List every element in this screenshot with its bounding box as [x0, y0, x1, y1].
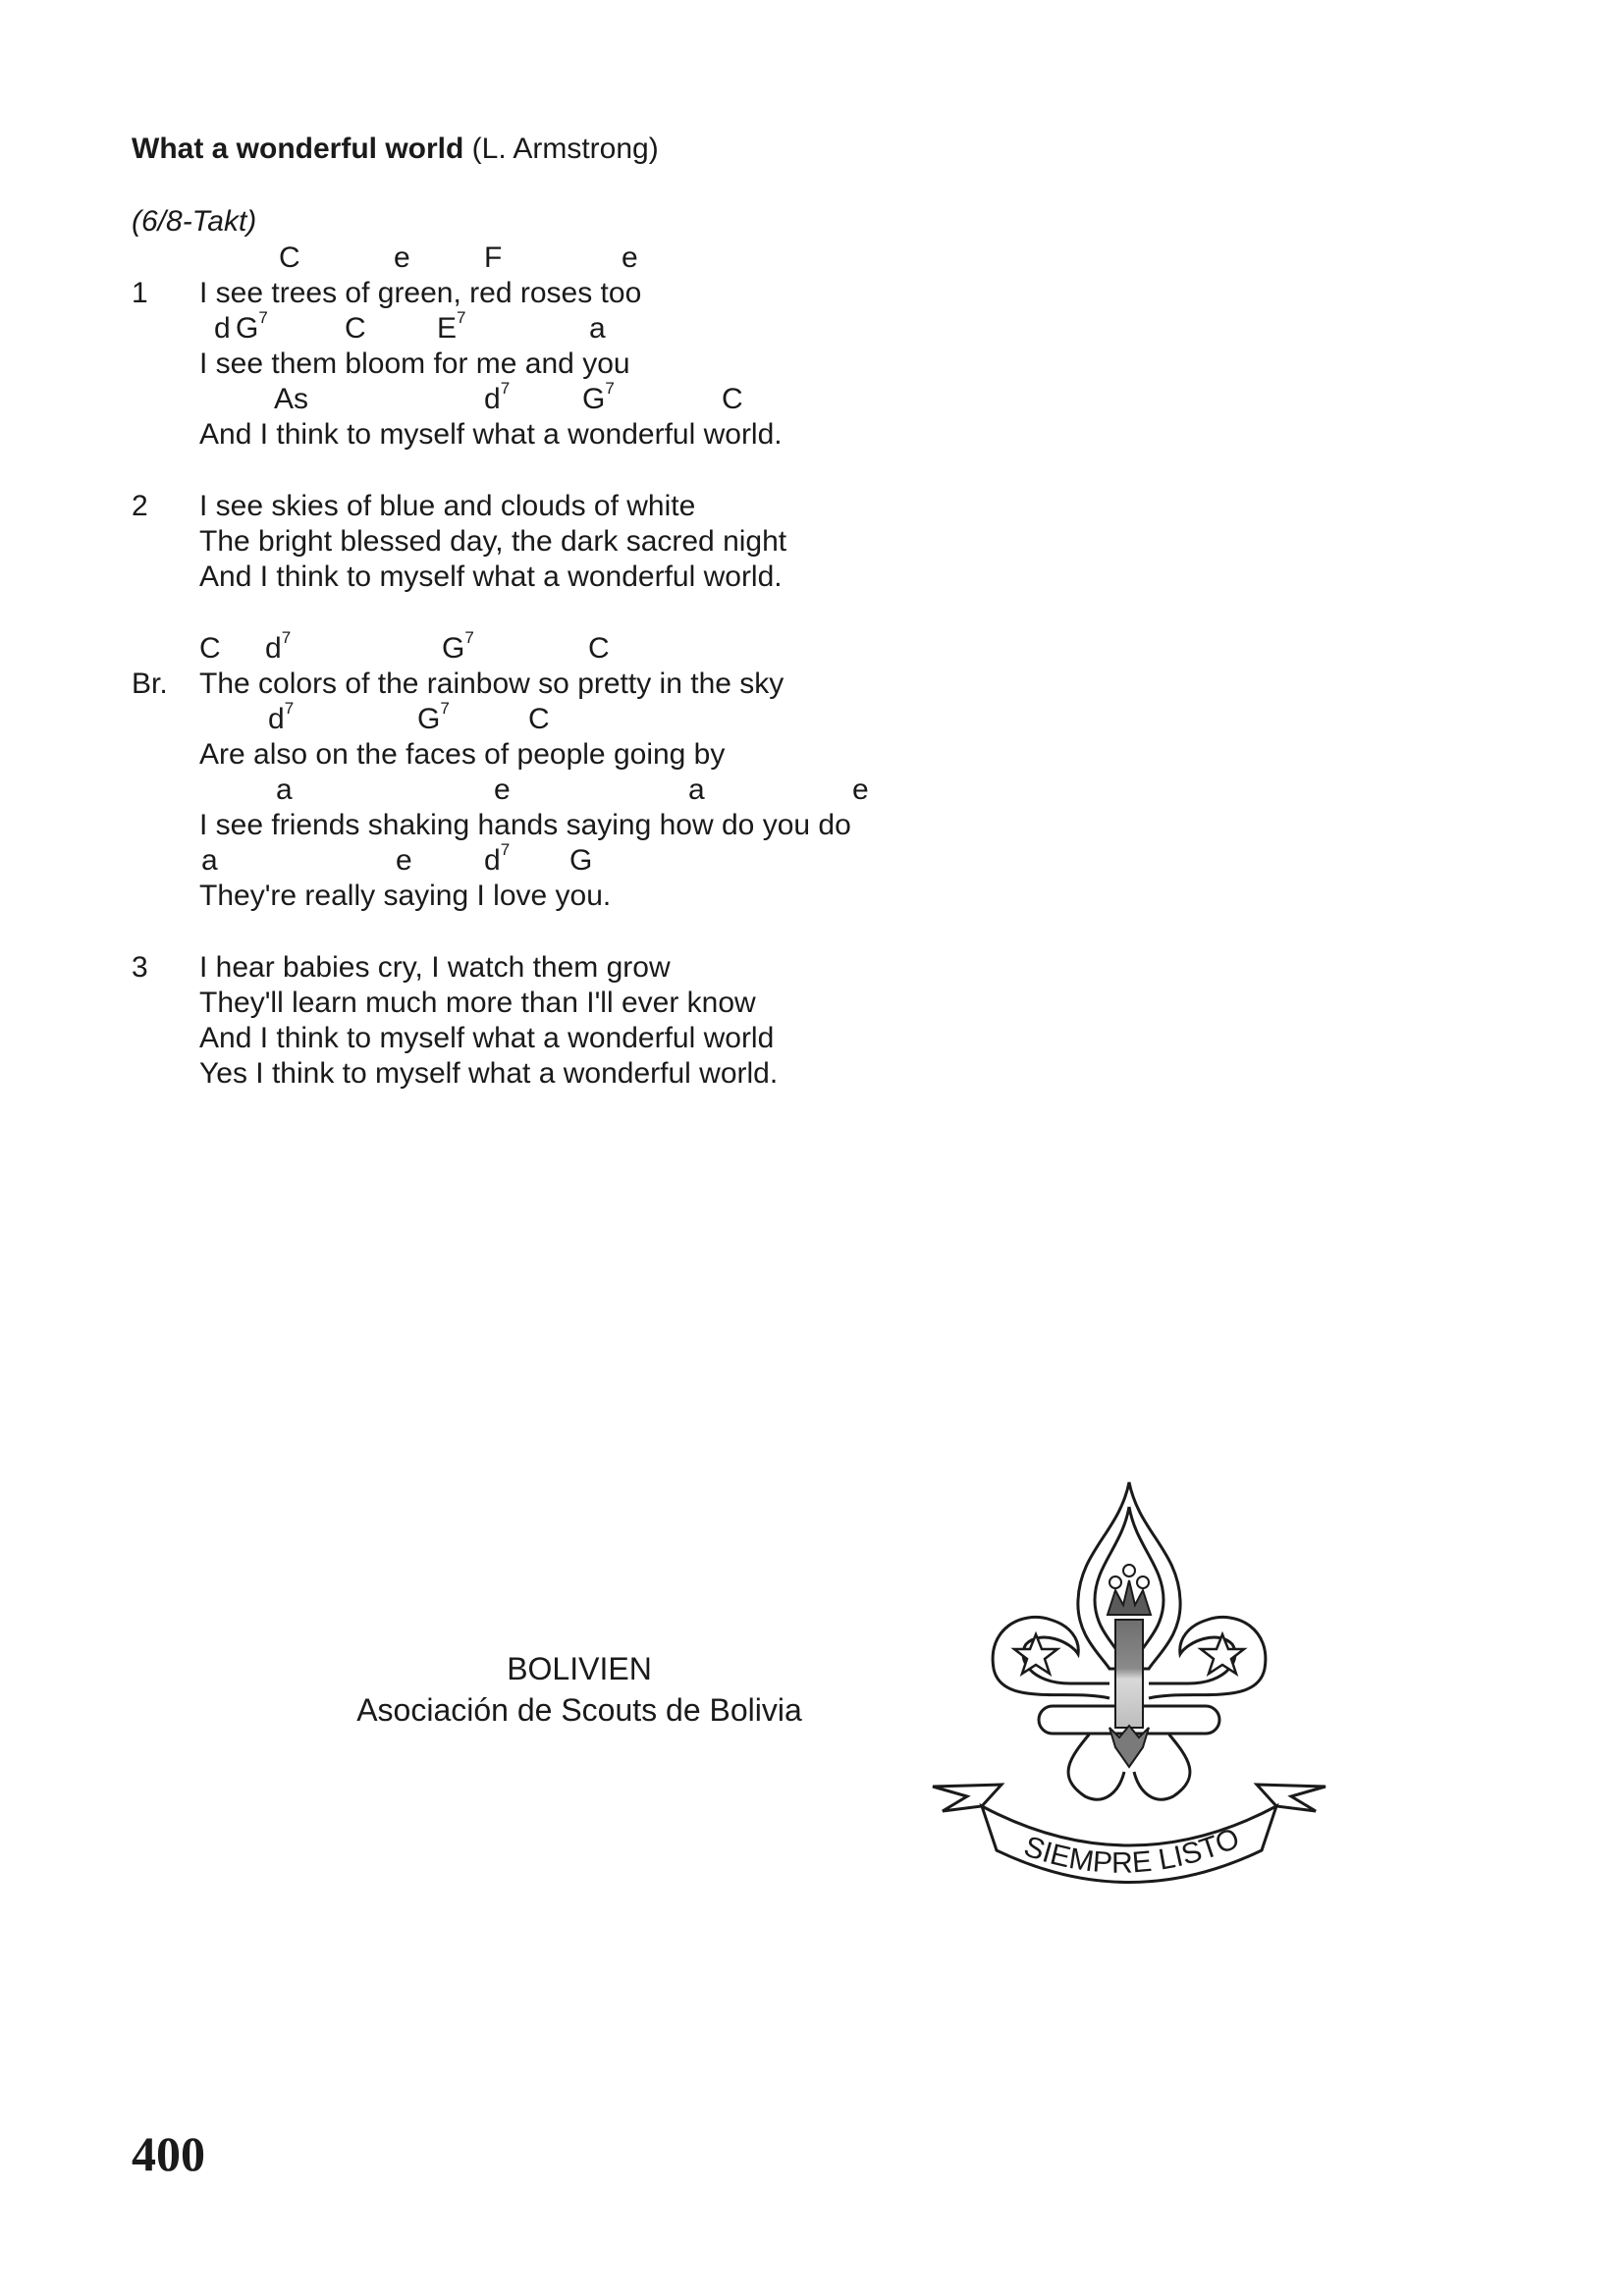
chord-root: d	[265, 632, 282, 665]
chord	[236, 308, 268, 347]
chord	[265, 628, 292, 667]
chord-root: G	[417, 703, 441, 735]
chord: G	[569, 844, 593, 877]
lyric-line: And I think to myself what a wonderful world.	[199, 418, 783, 451]
association-name: Asociación de Scouts de Bolivia	[356, 1692, 802, 1728]
chord-extension: 7	[464, 628, 474, 647]
chord	[417, 699, 450, 737]
lyric-line: And I think to myself what a wonderful world	[199, 1022, 775, 1054]
lyric-line: I hear babies cry, I watch them grow	[199, 951, 671, 984]
lyric-line: The bright blessed day, the dark sacred night	[199, 525, 787, 558]
chord-root: G	[582, 383, 606, 415]
chord	[437, 308, 466, 347]
chord-root: E	[437, 312, 458, 345]
scout-fleur-de-lis-emblem	[923, 1472, 1335, 1924]
chord	[442, 628, 474, 667]
verse-number: 3	[132, 951, 148, 984]
chord: e	[622, 241, 638, 274]
chord-extension: 7	[258, 308, 268, 327]
chord-root: G	[236, 312, 259, 345]
lyric-line: They're really saying I love you.	[199, 880, 612, 912]
chord: As	[274, 383, 309, 415]
lyric-line: The colors of the rainbow so pretty in the sky	[199, 667, 784, 700]
chord-extension: 7	[281, 628, 292, 647]
chord: e	[396, 844, 412, 877]
chord: a	[276, 774, 293, 806]
verse-number: 1	[132, 277, 148, 309]
chord: C	[279, 241, 300, 274]
lyric-line: And I think to myself what a wonderful world.	[199, 561, 783, 593]
chord: e	[852, 774, 869, 806]
lyric-line: I see friends shaking hands saying how do you do	[199, 809, 851, 841]
chord-extension: 7	[500, 379, 511, 398]
chord-extension: 7	[605, 379, 615, 398]
bridge-marker: Br.	[132, 667, 168, 700]
lyric-line: Are also on the faces of people going by	[199, 738, 726, 771]
chord: C	[528, 703, 550, 735]
chord: C	[588, 632, 610, 665]
emblem-motto: SIEMPRE LISTO	[1019, 1822, 1245, 1880]
song-title-text: What a wonderful world	[132, 133, 464, 165]
chord-extension: 7	[440, 699, 450, 718]
chord-root: G	[442, 632, 465, 665]
chord: a	[201, 844, 218, 877]
chord-root: d	[484, 383, 501, 415]
chord-extension: 7	[457, 308, 466, 327]
page-number: 400	[132, 2126, 205, 2181]
chord: e	[494, 774, 511, 806]
lyric-line: I see skies of blue and clouds of white	[199, 490, 696, 522]
chord: d	[214, 312, 231, 345]
chord-extension: 7	[284, 699, 295, 718]
chord	[484, 840, 511, 879]
verse-number: 2	[132, 490, 148, 522]
lyric-line: They'll learn much more than I'll ever know	[199, 987, 756, 1019]
chord-root: d	[484, 844, 501, 877]
chord	[582, 379, 615, 417]
chord: C	[199, 632, 221, 665]
song-author: (L. Armstrong)	[471, 133, 659, 165]
chord: C	[722, 383, 743, 415]
chord-root: d	[268, 703, 285, 735]
chord-extension: 7	[500, 840, 511, 859]
tempo-marking: (6/8-Takt)	[132, 205, 257, 238]
chord: F	[484, 241, 503, 274]
song-title	[132, 132, 659, 167]
chord	[484, 379, 511, 417]
chord: a	[688, 774, 705, 806]
chord: e	[394, 241, 410, 274]
lyric-line: I see trees of green, red roses too	[199, 277, 642, 309]
chord: C	[345, 312, 366, 345]
chord	[268, 699, 295, 737]
country-name: BOLIVIEN	[507, 1651, 652, 1686]
lyric-line: I see them bloom for me and you	[199, 347, 630, 380]
lyric-line: Yes I think to myself what a wonderful world.	[199, 1057, 779, 1090]
chord: a	[589, 312, 606, 345]
